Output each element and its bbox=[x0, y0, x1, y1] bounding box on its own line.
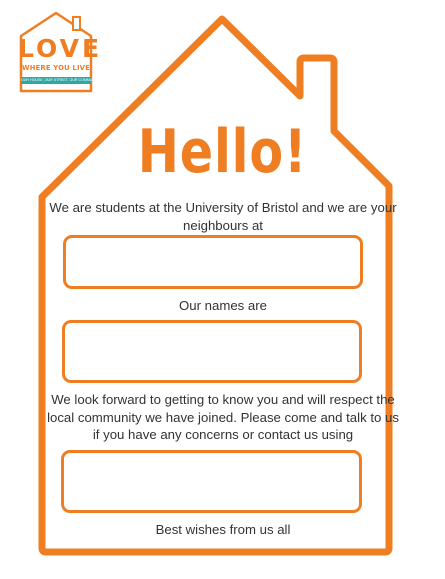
names-label: Our names are bbox=[179, 298, 267, 313]
intro-text: We are students at the University of Bristol and we are your neighbours at bbox=[49, 200, 397, 233]
logo-subtitle: WHERE YOU LIVE bbox=[22, 64, 90, 72]
logo-tagline: OUR HOUSE, OUR STREET, OUR COMMUNITY bbox=[21, 78, 101, 82]
address-field[interactable] bbox=[63, 235, 363, 289]
closing-text: Best wishes from us all bbox=[155, 522, 291, 537]
message-text: We look forward to getting to know you and will respect the local community we have joined. Please come and talk to us if you have any concerns or contact us using bbox=[47, 392, 399, 442]
names-field[interactable] bbox=[62, 320, 362, 383]
logo-title: LOVE bbox=[18, 34, 103, 63]
contact-field[interactable] bbox=[61, 450, 362, 513]
hello-heading: Hello! bbox=[137, 117, 308, 187]
